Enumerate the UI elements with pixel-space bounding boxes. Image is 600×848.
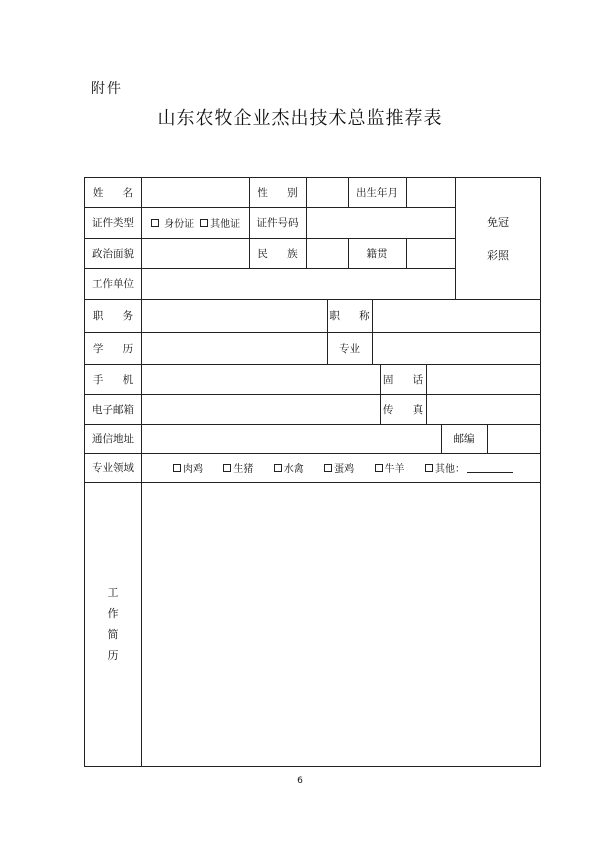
id-number-label: 证件号码 (256, 217, 299, 229)
name-field[interactable] (142, 178, 249, 207)
field-option-cattle-sheep[interactable]: 牛羊 (375, 460, 405, 475)
id-option-other[interactable]: 其他证 (200, 215, 240, 230)
field-option-broiler[interactable]: 肉鸡 (173, 460, 203, 475)
birth-field[interactable] (406, 178, 455, 207)
political-field[interactable] (142, 238, 249, 268)
photo-label-line2: 彩照 (487, 248, 509, 262)
checkbox-icon (274, 464, 282, 472)
political-label: 政治面貌 (92, 247, 134, 260)
email-field[interactable] (142, 394, 380, 424)
prof-title-field[interactable] (372, 299, 540, 332)
checkbox-icon (324, 464, 332, 472)
phone-label: 固 话 (382, 373, 432, 386)
resume-char: 历 (107, 649, 119, 662)
gender-label: 性 别 (257, 187, 306, 199)
address-field[interactable] (142, 424, 441, 453)
photo-box[interactable] (456, 178, 540, 299)
resume-char: 工 (107, 586, 119, 599)
education-label: 学 历 (92, 342, 142, 355)
postcode-field[interactable] (487, 424, 540, 453)
field-label: 专业领域 (92, 462, 134, 474)
resume-char: 简 (107, 628, 119, 641)
field-option-waterfowl[interactable]: 水禽 (274, 460, 304, 475)
form-title: 山东农牧企业杰出技术总监推荐表 (157, 108, 443, 129)
employer-label: 工作单位 (92, 278, 134, 290)
ethnic-label: 民 族 (257, 247, 306, 260)
ethnic-field[interactable] (306, 238, 348, 268)
checkbox-icon (425, 464, 433, 472)
major-label: 专业 (339, 342, 360, 355)
recommendation-form (84, 177, 541, 767)
field-option-pig[interactable]: 生猪 (223, 460, 253, 475)
major-field[interactable] (372, 332, 540, 364)
phone-field[interactable] (426, 364, 540, 394)
resume-field[interactable] (142, 483, 540, 766)
checkbox-icon (375, 464, 383, 472)
birth-label: 出生年月 (356, 187, 398, 199)
position-label: 职 务 (92, 310, 142, 322)
checkbox-icon (173, 464, 181, 472)
fax-label: 传 真 (382, 403, 432, 416)
resume-label (85, 482, 141, 766)
position-field[interactable] (142, 299, 327, 332)
checkbox-icon (223, 464, 231, 472)
fax-field[interactable] (426, 394, 540, 424)
email-label: 电子邮箱 (92, 403, 134, 416)
native-label: 籍贯 (366, 247, 388, 260)
resume-char: 作 (107, 607, 119, 620)
employer-field[interactable] (142, 268, 455, 299)
mobile-field[interactable] (142, 364, 380, 394)
id-option-idcard[interactable]: 身份证 (151, 215, 194, 230)
field-option-other[interactable]: 其他： (425, 460, 513, 475)
other-blank[interactable] (467, 462, 513, 473)
native-field[interactable] (406, 238, 455, 268)
checkbox-icon (151, 219, 159, 227)
attachment-label: 附件 (91, 81, 123, 97)
prof-title-label: 职 称 (329, 310, 378, 322)
name-label: 姓 名 (92, 187, 142, 199)
education-field[interactable] (142, 332, 327, 364)
mobile-label: 手 机 (92, 373, 142, 386)
checkbox-icon (200, 219, 208, 227)
id-type-options (142, 207, 249, 238)
field-options (173, 453, 513, 482)
field-option-layer[interactable]: 蛋鸡 (324, 460, 354, 475)
id-type-label: 证件类型 (92, 217, 134, 229)
address-label: 通信地址 (92, 433, 134, 445)
gender-field[interactable] (306, 178, 348, 207)
page-number: 6 (297, 776, 303, 786)
id-number-field[interactable] (306, 207, 455, 238)
postcode-label: 邮编 (453, 433, 475, 445)
photo-label-line1: 免冠 (487, 215, 509, 229)
